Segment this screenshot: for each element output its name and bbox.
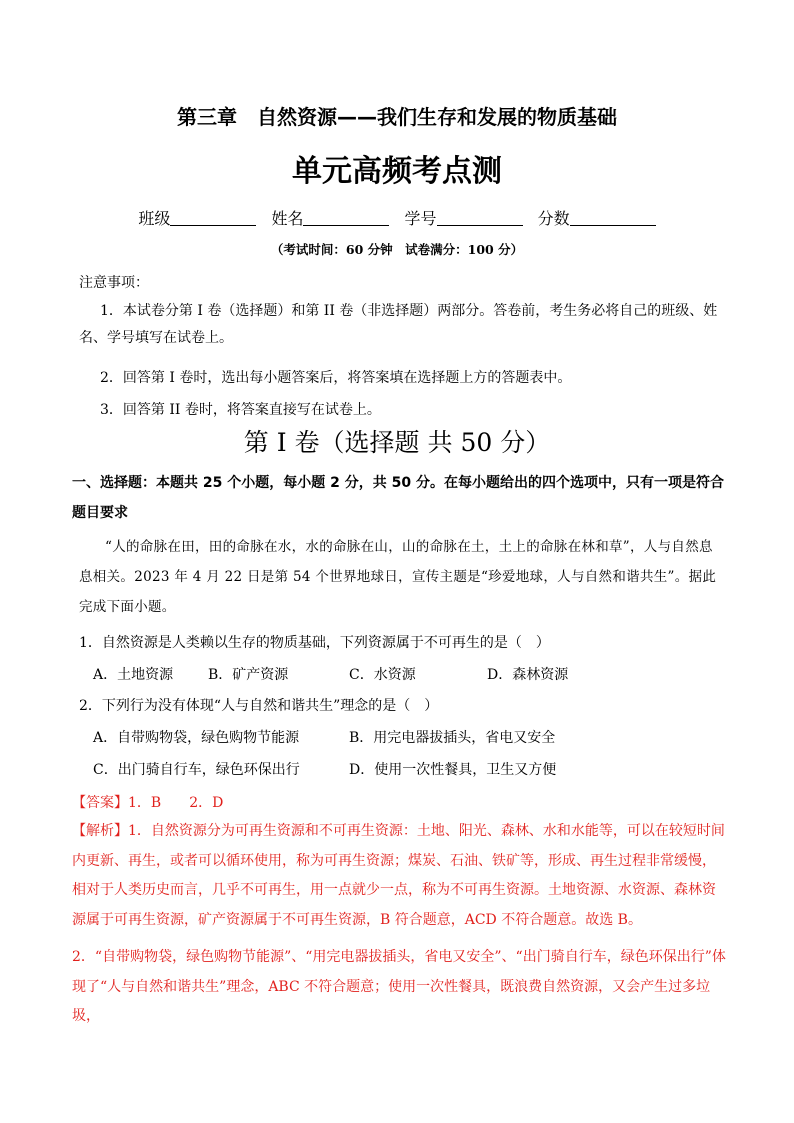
question-2-option-b: B．用完电器拔插头，省电又安全 bbox=[349, 730, 556, 746]
question-1-option-d: D．森林资源 bbox=[487, 667, 569, 683]
question-2-option-a: A．自带购物袋，绿色购物节能源 bbox=[93, 730, 300, 746]
score-field bbox=[538, 206, 656, 229]
note-item-2: 2．回答第 I 卷时，选出每小题答案后，将答案填在选择题上方的答题表中。 bbox=[100, 370, 572, 386]
section-heading: 一、选择题：本题共 25 个小题，每小题 2 分，共 50 分。在每小题给出的四个选项中，只有一项是符合题目要求 bbox=[72, 475, 724, 521]
note-item-1: 1．本试卷分第 I 卷（选择题）和第 II 卷（非选择题）两部分。答卷前，考生务必将自己的班级、姓名、学号填写在试卷上。 bbox=[79, 303, 718, 346]
student-info-row bbox=[0, 206, 794, 229]
question-1-option-c: C．水资源 bbox=[349, 667, 416, 683]
chapter-title: 第三章 自然资源——我们生存和发展的物质基础 bbox=[177, 105, 617, 129]
question-1-stem: 1．自然资源是人类赖以生存的物质基础，下列资源属于不可再生的是（ ） bbox=[79, 635, 550, 651]
question-2-option-c: C．出门骑自行车，绿色环保出行 bbox=[93, 762, 300, 778]
class-label: 班级 bbox=[138, 209, 171, 228]
answer-key: 【答案】1．B 2．D bbox=[72, 795, 224, 811]
student-id-label: 学号 bbox=[404, 209, 437, 228]
explanation-2: 2．“自带购物袋，绿色购物节能源”、“用完电器拔插头，省电又安全”、“出门骑自行车，绿色环保出行”体现了“人与自然和谐共生”理念，ABC 不符合题意；使用一次性餐具，既浪费自然资源，又会产生过多垃圾， bbox=[72, 949, 726, 1024]
question-1-option-b: B．矿产资源 bbox=[208, 667, 289, 683]
student-id-blank bbox=[437, 211, 523, 226]
note-item-3: 3．回答第 II 卷时，将答案直接写在试卷上。 bbox=[100, 402, 381, 418]
explanation-1: 【解析】1．自然资源分为可再生资源和不可再生资源：土地、阳光、森林、水和水能等，可以在较短时间内更新、再生，或者可以循环使用，称为可再生资源；煤炭、石油、铁矿等，形成、再生过程非常缓慢，相对于人类历史而言，几乎不可再生，用一点就少一点，称为不可再生资源。土地资源、水资源、森林资源属于可再生资源，矿产资源属于不可再生资源，B 符合题意，ACD 不符合题意。故选 B。 bbox=[72, 823, 725, 928]
notes-heading: 注意事项： bbox=[79, 275, 149, 291]
volume-title: 第 I 卷（选择题 共 50 分） bbox=[243, 428, 551, 457]
name-label: 姓名 bbox=[271, 209, 304, 228]
student-id-field bbox=[405, 206, 523, 229]
question-2-stem: 2．下列行为没有体现“人与自然和谐共生”理念的是（ ） bbox=[79, 698, 439, 714]
name-field bbox=[271, 206, 389, 229]
question-2-option-d: D．使用一次性餐具，卫生又方便 bbox=[349, 762, 557, 778]
class-field bbox=[138, 206, 256, 229]
score-blank bbox=[570, 211, 656, 226]
unit-title: 单元高频考点测 bbox=[292, 154, 502, 189]
reading-material: “人的命脉在田，田的命脉在水，水的命脉在山，山的命脉在土，土上的命脉在林和草”，人与自然息息相关。2023 年 4 月 22 日是第 54 个世界地球日，宣传主题是“珍爱地球，人与自然和谐共生”。据此完成下面小题。 bbox=[79, 539, 717, 615]
class-blank bbox=[170, 211, 256, 226]
question-1-option-a: A．土地资源 bbox=[93, 667, 174, 683]
name-blank bbox=[303, 211, 389, 226]
exam-meta: （考试时间：60 分钟 试卷满分：100 分） bbox=[270, 242, 524, 257]
score-label: 分数 bbox=[537, 209, 570, 228]
